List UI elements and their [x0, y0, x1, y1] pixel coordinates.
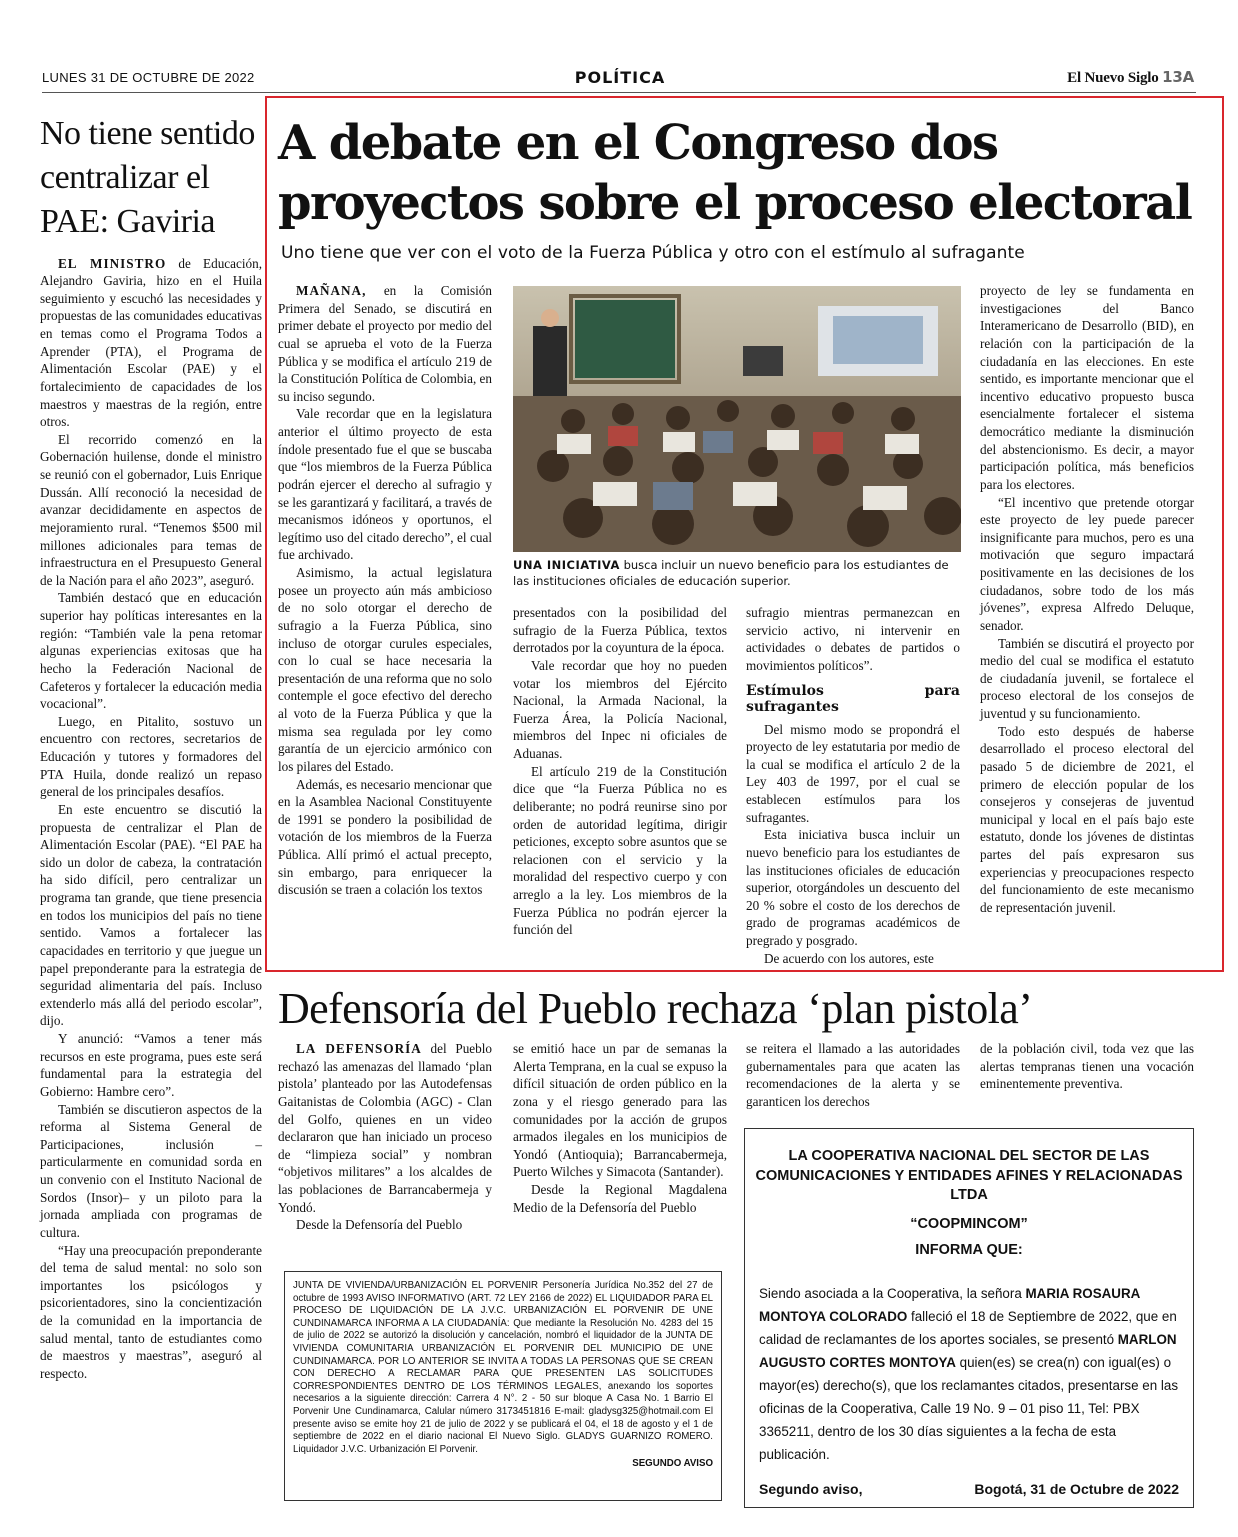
page-number: 13A [1162, 68, 1194, 86]
classroom-photo [513, 286, 961, 552]
paragraph: se emitió hace un par de semanas la Alerta Temprana, en la cual se expuso la difícil situación de orden público en la zona y el riesgo generado para las comunidades por la acción de grupos armados ilegales en los municipios de Yondó (Antioquia); Barrancabermeja, Puerto Wilches y Simacota (Santander). [513, 1041, 727, 1180]
paragraph: “El incentivo que pretende otorgar este proyecto de ley puede parecer insignificante para muchos, pero es una motivación que seguro impactará positivamente en las decisiones de los ciudadanos, sobre todo de los más jóvenes”, expresa Alfredo Deluque, senador. [980, 494, 1194, 633]
notice-coop-body [759, 1282, 1179, 1466]
main-article-title: A debate en el Congreso dos proyectos sobre el proceso electoral [278, 115, 1192, 231]
paragraph: Asimismo, la actual legislatura posee un proyecto aún más ambicioso de no solo otorgar el derecho de sufragio a la Fuerza Pública, sino incluso de otorgar curules especiales, con lo cual se hace necesaria la presentación de una reforma que no solo contemple el goce efectivo del derecho al voto de la Fuerza Pública y que la misma sea regulada por ley como garantía de un ejercicio armónico con los pilares del Estado. [278, 565, 492, 774]
photo-caption-lead: UNA INICIATIVA [513, 558, 620, 572]
paragraph: “Hay una preocupación preponderante del tema de salud mental: no solo son importantes los psicólogos y psicorientadores, sino la concientización de la comunidad en la importancia de salud mental, tanto de estudiantes como de maestros y maestras”, aseguró al respecto. [40, 1242, 262, 1381]
paragraph: sufragio mientras permanezcan en servicio activo, ni intervenir en actividades o debates de partidos o movimientos políticos”. [746, 605, 960, 673]
header-divider [42, 92, 1196, 93]
newspaper-logo: El Nuevo Siglo [1067, 70, 1159, 86]
notice-coop-text: quien(es) se crea(n) con igual(es) o mayor(es) derecho(s), que los reclamantes citados, presentarse en las oficinas de la Cooperativa, Calle 19 No. 9 – 01 piso 11, Tel: PBX 3365211, dentro de los 30 días siguientes a la fecha de esta publicación. [759, 1354, 1179, 1463]
paragraph: proyecto de ley se fundamenta en investigaciones del Banco Interamericano de Desarrollo (BID), en relación con la participación de la ciudadanía en las elecciones. En este sentido, es importante mencionar que el incentivo educativo propuesto busca esencialmente fortalecer el sistema democrático mediante la disminución del abstencionismo. Es decir, a mayor participación política, más beneficios para los electores. [980, 283, 1194, 492]
page-date: LUNES 31 DE OCTUBRE DE 2022 [42, 70, 255, 85]
side-article-lead: EL MINISTRO [58, 255, 167, 271]
paragraph: Vale recordar que hoy no pueden votar los miembros del Ejército Nacional, la Armada Nacional, la Fuerza Área, la Policía Nacional, miembros del Inpec ni oficiales de Aduanas. [513, 657, 727, 761]
notice-coop-informa: INFORMA QUE: [915, 1241, 1023, 1258]
paragraph: se reitera el llamado a las autoridades gubernamentales para que acaten las recomendaciones de la alerta y se garanticen los derechos [746, 1041, 960, 1109]
notice-coop-person: MARIA ROSAURA MONTOYA COLORADO [759, 1285, 1140, 1324]
notice-junta-text: JUNTA DE VIVIENDA/URBANIZACIÓN EL PORVENIR Personería Jurídica No.352 del 27 de octubre de 1993 AVISO INFORMATIVO (ART. 72 LEY 2166 de 2022) EL LIQUIDADOR PARA EL PROCESO DE LIQUIDACIÓN DE LA J.V.C. URBANIZACIÓN EL PORVENIR DE UNE CUNDINAMARCA INFORMA A LA CIUDADANÍA: Que mediante la Resolución No. 4283 del 15 de julio de 2022 se autorizó la disolución y cancelación, nombró el liquidador de la JUNTA DE VIVIENDA COMUNITARIA URBANIZACIÓN EL PORVENIR DEL MUNICIPIO DE UNE CUNDINAMARCA. POR LO ANTERIOR SE INVITA A TODAS LA PERSONAS QUE SE CREAN CON DERECHO A RECLAMAR PARA QUE PRESENTEN LAS SOLICITUDES CORRESPONDIENTES DENTRO DE LOS TÉRMINOS LEGALES, anexando los soportes necesarios a la siguiente dirección: Carrera 4 N°. 2 - 50 sur bloque A Casa No. 1 Barrio El Porvenir Une Cundinamarca, Calular número 3173451816 E-mail: gladysg325@hotmail.com El presente aviso se emite hoy 21 de julio de 2022 y se publicará el 04, el 18 de agosto y el 1 de septiembre de 2022 en el diario nacional El Nuevo Siglo. GLADYS GUARNIZO ROMERO. Liquidador J.V.C. Urbanización El Porvenir. [293, 1280, 713, 1455]
defensoria-col-1 [278, 1040, 492, 1234]
notice-coop-footer-right: Bogotá, 31 de Octubre de 2022 [974, 1481, 1179, 1497]
paragraph: del Pueblo rechazó las amenazas del llamado ‘plan pistola’ planteado por las Autodefensas Gaitanistas de Colombia (AGC) - Clan del Golfo, quienes en un video declararon que han iniciado un proceso de “limpieza social” y nombran “objetivos militares” a los alcaldes de las poblaciones de Barrancabermeja y Yondó. [278, 1041, 493, 1215]
paragraph: de Educación, Alejandro Gaviria, hizo en el Huila seguimiento y escuchó las necesidades y propuestas de las comunidades educativas en temas como el Programa Todos a Aprender (PTA), el Programa de Alimentación Escolar (PAE) y el fortalecimiento de capacidades de los maestros y maestras de la región, entre otros. [40, 255, 262, 430]
notice-coopmincom [744, 1128, 1194, 1508]
defensoria-col-4 [980, 1040, 1194, 1093]
paragraph: en la Comisión Primera del Senado, se discutirá en primer debate el proyecto por medio del cual se aprueba el voto de la Fuerza Pública y se modifica el artículo 219 de la Constitución Política de Colombia, en su inciso segundo. [278, 283, 492, 404]
side-article [40, 112, 262, 1383]
paragraph: Además, es necesario mencionar que en la Asamblea Nacional Constituyente de 1991 se pondero la posibilidad de votación de los miembros de la Fuerza Pública. Allí primó el actual precepto, sin embargo, para enriquecer la discusión se traen a colación los textos [278, 776, 492, 898]
photo-caption [513, 557, 963, 589]
main-article-col-3 [746, 604, 960, 967]
main-article-subhead: Estímulos para sufragantes [746, 682, 960, 715]
paragraph: presentados con la posibilidad del sufragio de la Fuerza Pública, textos derrotados por la coyuntura de la época. [513, 605, 727, 656]
paragraph: Todo esto después de haberse desarrollado el proceso electoral del pasado 5 de diciembre de 2021, el primero de elección popular de los consejeros y consejeras de juventud municipal y local en el país bajo este estatuto, donde los jóvenes de distintas partes del país expresaron sus experiencias y preocupaciones respecto del funcionamiento de este mecanismo de representación juvenil. [980, 723, 1194, 915]
paragraph: También se discutirá el proyecto por medio del cual se modifica el estatuto de ciudadanía juvenil, se fortalece el proceso electoral de los consejos de juventud y su funcionamiento. [980, 635, 1194, 721]
paragraph: También se discutieron aspectos de la reforma al Sistema General de Participaciones, inclusión –particularmente en comunidad sorda en un convenio con el Instituto Nacional de Sordos (Insor)– y un piloto para la jornada ampliada con programas de cultura. [40, 1101, 262, 1240]
paragraph: De acuerdo con los autores, este [764, 950, 934, 966]
section-title: POLÍTICA [574, 68, 666, 87]
notice-junta-tag: SEGUNDO AVISO [632, 1457, 713, 1469]
paragraph: Vale recordar que en la legislatura anterior el último proyecto de esta índole presentado fue el que se buscaba que “los miembros de la Fuerza Pública podrán ejercer el derecho al sufragio y se les garantizará y facilitará, a través de mecanismos idóneos y oportunos, el legítimo uso del citado derecho”, el cual fue archivado. [278, 406, 492, 563]
paragraph: Desde la Regional Magdalena Medio de la Defensoría del Pueblo [513, 1182, 727, 1215]
notice-junta [284, 1271, 722, 1501]
paragraph: Y anunció: “Vamos a tener más recursos en este programa, pues este será fundamental para la estrategia del Gobierno: Hambre cero”. [40, 1031, 262, 1099]
side-article-title: No tiene sentido centralizar el PAE: Gaviria [40, 115, 255, 241]
notice-coop-name: “COOPMINCOM” [910, 1215, 1028, 1232]
main-article-col-2 [513, 604, 727, 939]
paragraph: El artículo 219 de la Constitución dice que “la Fuerza Pública no es deliberante; no podrá reunirse sino por orden de autoridad legítima, dirigir peticiones, excepto sobre asuntos que se relacionen con el servicio y la moralidad del respectivo cuerpo y con arreglo a la ley. Los miembros de la Fuerza Pública no podrán ejercer la función del [513, 763, 727, 938]
paragraph: Desde la Defensoría del Pueblo [296, 1217, 463, 1233]
paragraph: de la población civil, toda vez que las alertas tempranas tienen una vocación eminentemente preventiva. [980, 1041, 1194, 1092]
paragraph: En este encuentro se discutió la propuesta de centralizar el Plan de Alimentación Escolar (PAE). “El PAE ha sido un dolor de cabeza, la contratación ha sido difícil, pero centralizar un programa tan grande, que tiene presencia en todos los municipios del país no tiene sentido. Vamos a fortalecer las capacidades en territorio y que juegue un papel preponderante para la estrategia de seguridad alimentaria del país. Incluso extenderlo más allá del periodo escolar”, dijo. [40, 801, 262, 1029]
defensoria-title: Defensoría del Pueblo rechaza ‘plan pistola’ [278, 984, 1033, 1033]
paragraph: También destacó que en educación superior hay políticas interesantes en la región: “También vale la pena retomar algunas experiencias exitosas que ha hecho la Federación Nacional de Cafeteros y fortalecer la educación media vocacional”. [40, 590, 262, 712]
paragraph: Esta iniciativa busca incluir un nuevo beneficio para los estudiantes de las instituciones oficiales de educación superior, otorgándoles un descuento del 20 % sobre el costo de los derechos de grado de programas académicos de pregrado y posgrado. [746, 827, 960, 948]
paragraph: El recorrido comenzó en la Gobernación huilense, donde el ministro se reunió con el gobernador, Luis Enrique Dussán. Allí reconoció la necesidad de avanzar decididamente en aspectos de mejoramiento rural. “Tenemos $500 mil millones adicionales para temas de infraestructura en el Presupuesto General de la Nación para el año 2023”, aseguró. [40, 431, 262, 588]
paragraph: Luego, en Pitalito, sostuvo un encuentro con rectores, secretarios de Educación y tutores y formadores del PTA Huila, donde realizó un repaso general de los principales desafíos. [40, 713, 262, 800]
notice-coop-text: falleció el 18 de Septiembre de 2022, que en calidad de reclamantes de los aportes sociales, se presentó [759, 1308, 1177, 1347]
notice-coop-footer-left: Segundo aviso, [759, 1481, 863, 1497]
defensoria-col-3 [746, 1040, 960, 1111]
paragraph: Del mismo modo se propondrá el proyecto de ley estatutaria por medio de la cual se modifica el artículo 2 de la Ley 403 de 1997, por el cual se establecen estímulos para los sufragantes. [746, 721, 960, 825]
main-article-subtitle: Uno tiene que ver con el voto de la Fuerza Pública y otro con el estímulo al sufragante [281, 243, 1025, 263]
notice-coop-text: Siendo asociada a la Cooperativa, la señora [759, 1285, 1026, 1301]
side-article-body [40, 255, 262, 1383]
defensoria-lead: LA DEFENSORÍA [296, 1041, 422, 1056]
notice-coop-footer [759, 1481, 1179, 1497]
newspaper-name [1067, 68, 1194, 87]
defensoria-col-2 [513, 1040, 727, 1216]
photo-caption-text: busca incluir un nuevo beneficio para los estudiantes de las instituciones oficiales de educación superior. [513, 558, 949, 589]
notice-coop-person: MARLON AUGUSTO CORTES MONTOYA [759, 1331, 1177, 1370]
main-article-lead: MAÑANA, [296, 283, 367, 298]
main-article-col-4 [980, 282, 1194, 917]
classroom-photo-icon [513, 286, 961, 552]
notice-coop-title: LA COOPERATIVA NACIONAL DEL SECTOR DE LAS COMUNICACIONES Y ENTIDADES AFINES Y RELACIONADAS LTDA [755, 1148, 1183, 1204]
main-article-col-1 [278, 282, 492, 899]
